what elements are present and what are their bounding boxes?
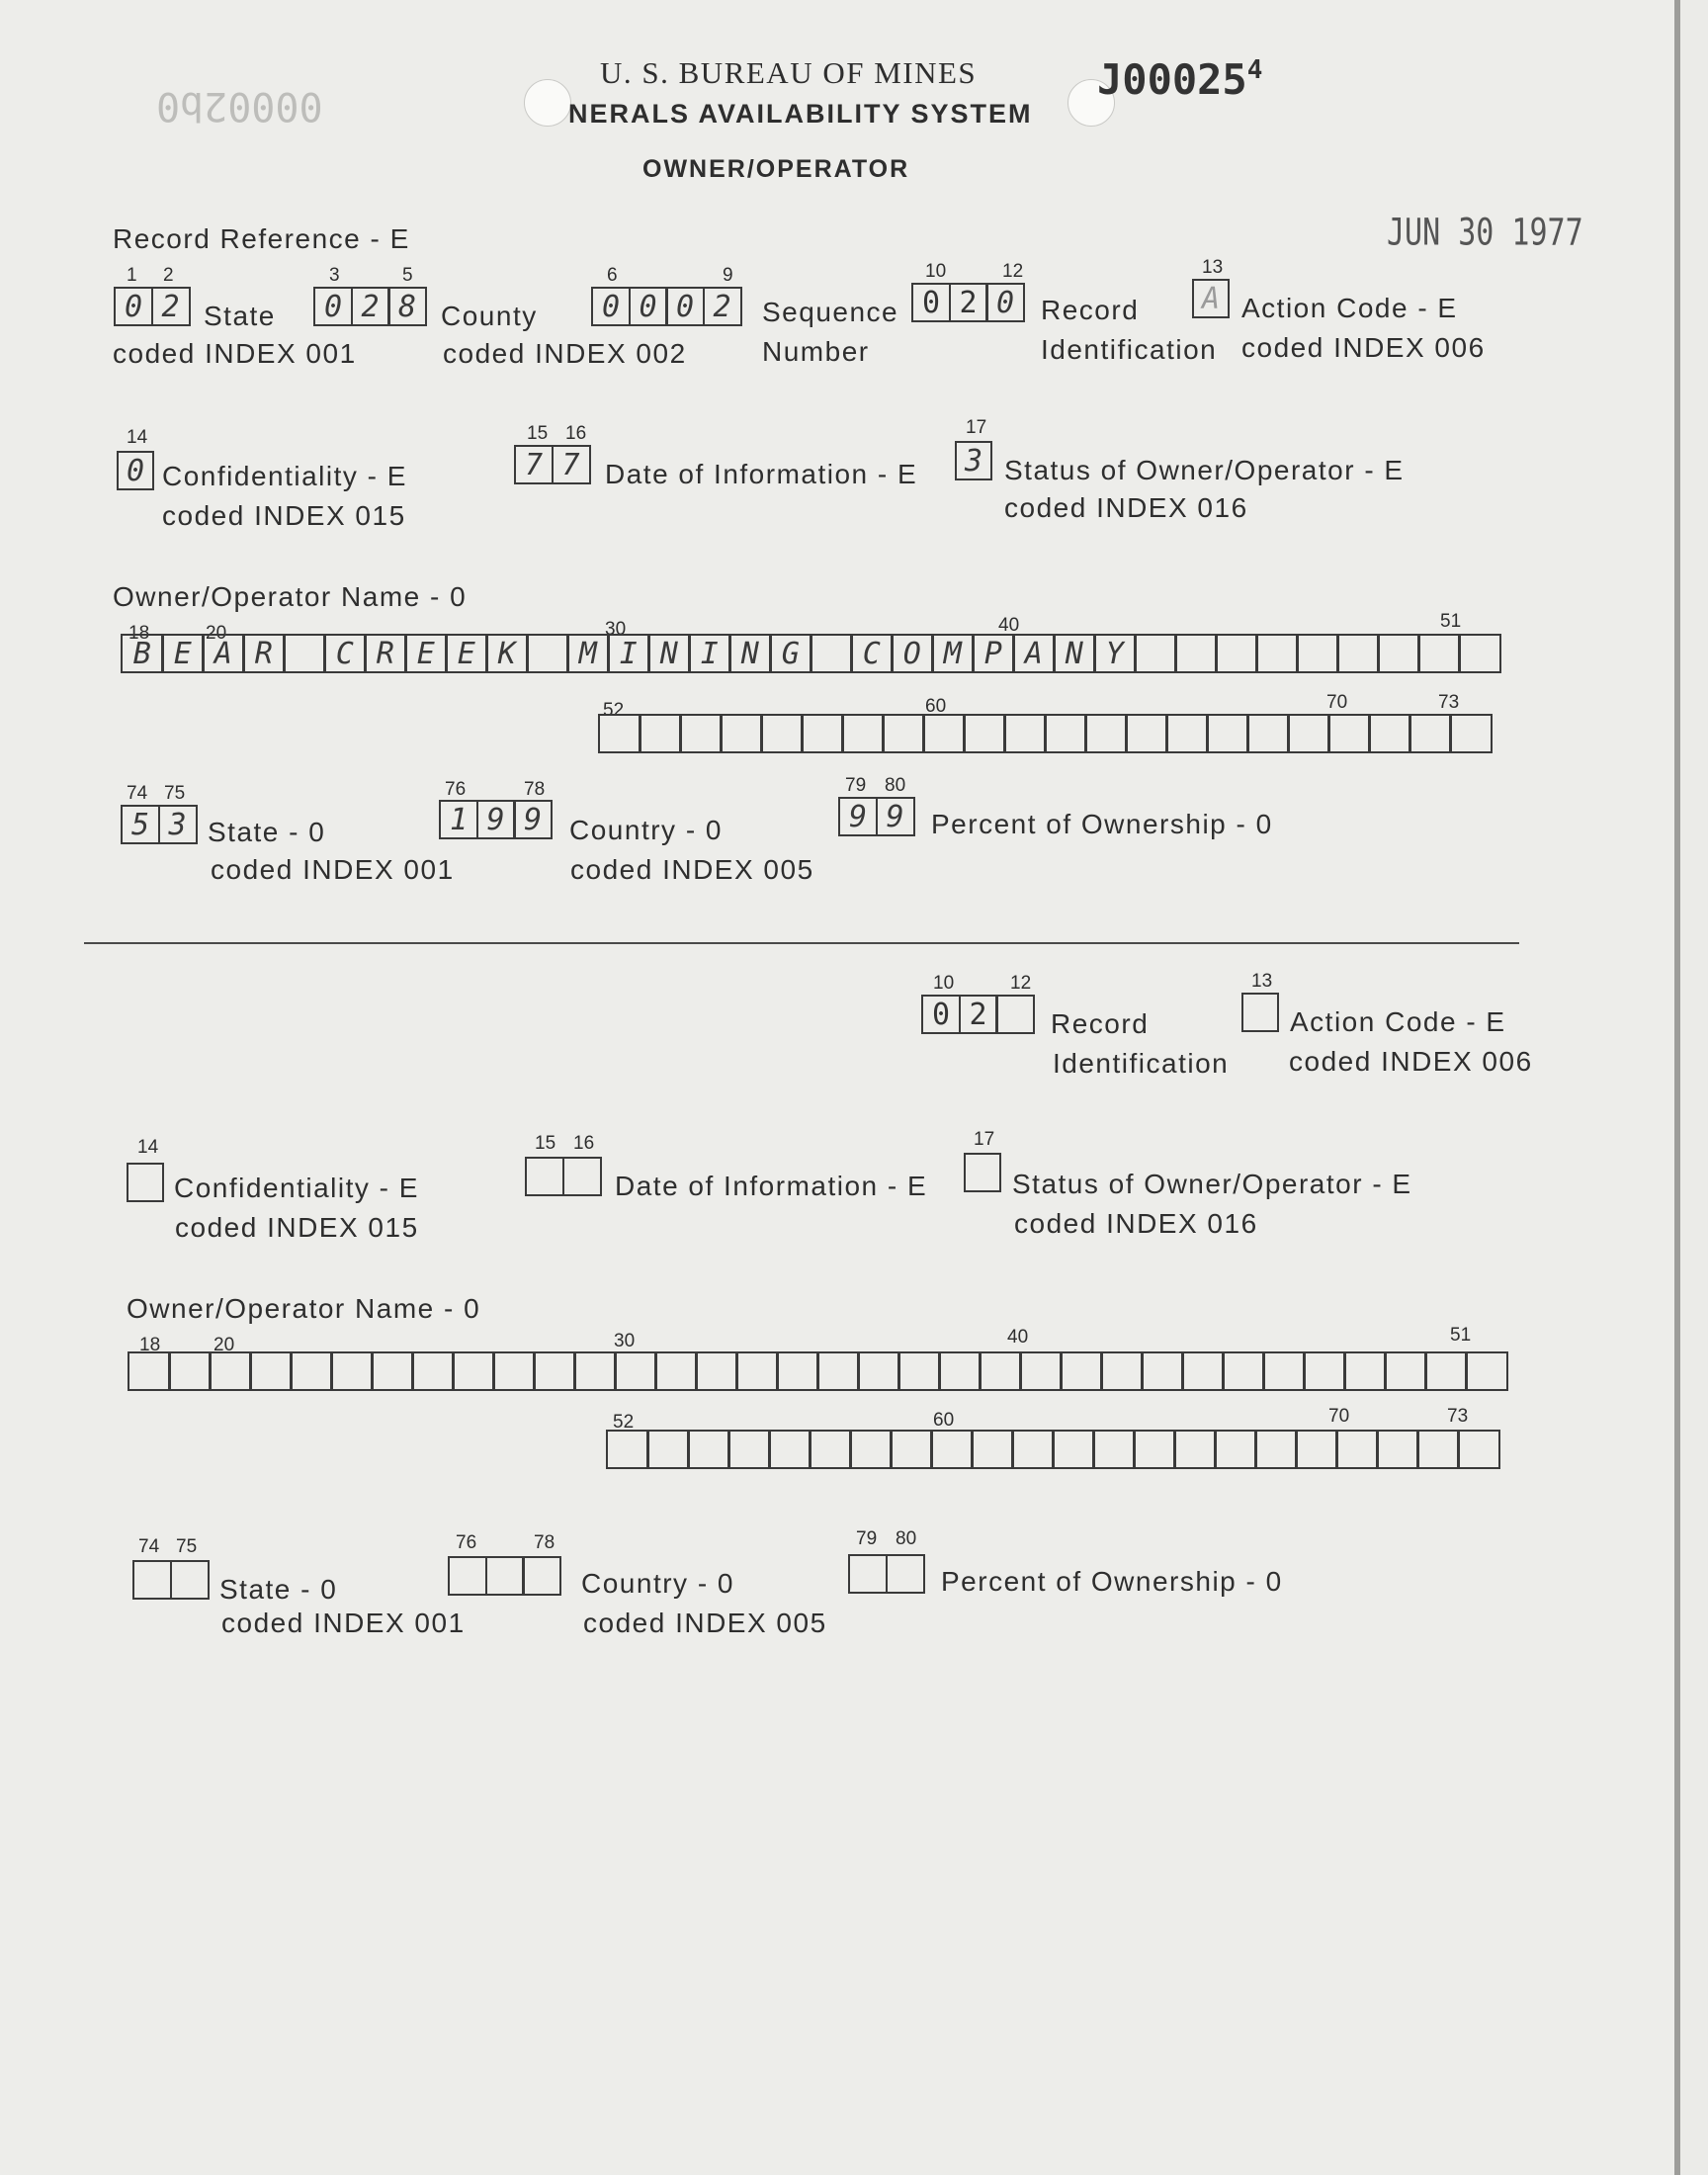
code-cell[interactable] — [562, 1157, 602, 1196]
name-char-cell[interactable] — [938, 1351, 982, 1391]
col-number: 60 — [933, 1410, 955, 1431]
name-char-cell[interactable] — [776, 1351, 819, 1391]
name-char-cell[interactable] — [841, 714, 885, 753]
name-char-cell[interactable] — [290, 1351, 333, 1391]
record-reference-label: Record Reference - E — [113, 223, 410, 254]
name-char-cell[interactable] — [922, 714, 966, 753]
col-number: 20 — [214, 1335, 235, 1355]
col-number: 20 — [206, 623, 227, 644]
code-cell[interactable] — [525, 1157, 564, 1196]
col-number: 73 — [1447, 1406, 1469, 1427]
status-box-2[interactable] — [964, 1153, 1001, 1192]
name-char-cell[interactable] — [598, 714, 641, 753]
code-cell[interactable]: 0 — [313, 287, 353, 326]
name-char-cell[interactable]: M — [566, 634, 610, 673]
name-char-cell[interactable] — [1295, 1430, 1338, 1469]
percent-ownership-label: Percent of Ownership - 0 — [931, 809, 1273, 839]
col-number: 40 — [998, 615, 1020, 636]
code-cell[interactable]: 0 — [114, 287, 153, 326]
col-number: 18 — [139, 1335, 161, 1355]
col-number: 12 — [1002, 261, 1024, 282]
name-char-cell[interactable]: N — [647, 634, 691, 673]
name-char-cell[interactable] — [1262, 1351, 1306, 1391]
name-char-cell[interactable] — [533, 1351, 576, 1391]
col-number: 10 — [933, 973, 955, 994]
record-id-label: Record — [1041, 295, 1140, 325]
name-char-cell[interactable] — [1174, 634, 1218, 673]
name-char-cell[interactable]: B — [121, 634, 164, 673]
owner-name-line1-boxes-2[interactable] — [128, 1351, 1508, 1391]
name-char-cell[interactable] — [1100, 1351, 1144, 1391]
code-cell[interactable]: 2 — [151, 287, 191, 326]
name-char-cell[interactable] — [1084, 714, 1128, 753]
owner-name-line1-boxes[interactable] — [121, 634, 1501, 673]
name-char-cell[interactable] — [1296, 634, 1339, 673]
code-cell[interactable] — [170, 1560, 210, 1600]
code-cell[interactable]: 2 — [959, 995, 998, 1034]
state-label: State — [204, 301, 276, 331]
faint-stamp-number: 00002b0 — [156, 83, 323, 129]
name-char-cell[interactable] — [1424, 1351, 1468, 1391]
col-number: 60 — [925, 696, 947, 717]
name-char-cell[interactable] — [679, 714, 723, 753]
name-char-cell[interactable] — [1465, 1351, 1508, 1391]
col-number: 75 — [176, 1536, 198, 1557]
name-char-cell[interactable] — [1376, 1430, 1419, 1469]
confidentiality-index-label: coded INDEX 015 — [162, 500, 406, 531]
col-number: 30 — [614, 1331, 636, 1351]
name-char-cell[interactable] — [687, 1430, 730, 1469]
col-number: 12 — [1010, 973, 1032, 994]
name-char-cell[interactable]: E — [445, 634, 488, 673]
name-char-cell[interactable] — [816, 1351, 860, 1391]
name-char-cell[interactable] — [1384, 1351, 1427, 1391]
name-char-cell[interactable] — [1125, 714, 1168, 753]
code-cell[interactable] — [886, 1554, 925, 1594]
name-char-cell[interactable] — [1417, 634, 1461, 673]
percent-ownership-boxes-2[interactable] — [848, 1554, 925, 1594]
sequence-label: Sequence — [762, 297, 899, 327]
action-code-box-2[interactable] — [1241, 993, 1279, 1032]
col-number: 13 — [1251, 971, 1273, 992]
name-char-cell[interactable]: C — [323, 634, 367, 673]
code-cell[interactable] — [1241, 993, 1279, 1032]
col-number: 18 — [128, 623, 150, 644]
status-label: Status of Owner/Operator - E — [1004, 455, 1405, 485]
code-cell[interactable]: 2 — [949, 283, 988, 322]
name-char-cell[interactable]: A — [202, 634, 245, 673]
owner-name-label: Owner/Operator Name - 0 — [113, 581, 468, 612]
date-of-information-boxes[interactable] — [514, 445, 591, 484]
name-char-cell[interactable] — [1060, 1351, 1103, 1391]
name-char-cell[interactable] — [720, 714, 763, 753]
code-cell[interactable]: 0 — [665, 287, 705, 326]
owner-name-line2-boxes-2[interactable] — [606, 1430, 1500, 1469]
code-cell[interactable]: 3 — [955, 441, 992, 480]
name-char-cell[interactable] — [573, 1351, 617, 1391]
code-cell[interactable]: 5 — [121, 805, 160, 844]
name-char-cell[interactable] — [1336, 634, 1380, 673]
name-char-cell[interactable] — [1214, 1430, 1257, 1469]
owner-country-index-label: coded INDEX 005 — [570, 854, 814, 885]
col-number: 15 — [535, 1133, 556, 1154]
name-char-cell[interactable]: R — [364, 634, 407, 673]
code-cell[interactable]: 0 — [629, 287, 668, 326]
code-cell[interactable]: 9 — [838, 797, 878, 836]
owner-state-index-label-2: coded INDEX 001 — [221, 1608, 466, 1638]
owner-state-boxes-2[interactable] — [132, 1560, 210, 1600]
name-char-cell[interactable] — [1141, 1351, 1184, 1391]
name-char-cell[interactable] — [1134, 634, 1177, 673]
name-char-cell[interactable] — [810, 634, 853, 673]
owner-state-label-2: State - 0 — [219, 1574, 338, 1605]
name-char-cell[interactable]: M — [931, 634, 975, 673]
name-char-cell[interactable]: Y — [1093, 634, 1137, 673]
name-char-cell[interactable] — [1003, 714, 1047, 753]
record-id-label-2: Record — [1051, 1008, 1150, 1039]
code-cell[interactable] — [127, 1163, 164, 1202]
action-code-label: Action Code - E — [1241, 293, 1458, 323]
sequence-sub-label: Number — [762, 336, 870, 367]
code-cell[interactable]: 1 — [439, 800, 478, 839]
col-number: 80 — [885, 775, 906, 796]
col-number: 30 — [605, 619, 627, 640]
col-number: 10 — [925, 261, 947, 282]
name-char-cell[interactable] — [654, 1351, 698, 1391]
owner-country-boxes[interactable] — [439, 800, 553, 839]
code-cell[interactable]: 0 — [911, 283, 951, 322]
col-number: 76 — [445, 779, 467, 800]
name-char-cell[interactable] — [890, 1430, 933, 1469]
code-cell[interactable] — [964, 1153, 1001, 1192]
percent-ownership-boxes[interactable] — [838, 797, 915, 836]
name-char-cell[interactable] — [1327, 714, 1371, 753]
code-cell[interactable]: A — [1192, 279, 1230, 318]
name-char-cell[interactable] — [1092, 1430, 1136, 1469]
name-char-cell[interactable] — [646, 1430, 690, 1469]
code-cell[interactable]: 0 — [117, 451, 154, 490]
col-number: 51 — [1450, 1325, 1472, 1346]
name-char-cell[interactable] — [1173, 1430, 1217, 1469]
status-index-label-2: coded INDEX 016 — [1014, 1208, 1258, 1239]
col-number: 78 — [524, 779, 546, 800]
name-char-cell[interactable] — [727, 1430, 771, 1469]
code-cell[interactable] — [485, 1556, 525, 1596]
agency-title: U. S. BUREAU OF MINES — [600, 55, 978, 90]
code-cell[interactable] — [995, 995, 1035, 1034]
col-number: 5 — [402, 265, 413, 286]
name-char-cell[interactable]: G — [769, 634, 812, 673]
system-title: NERALS AVAILABILITY SYSTEM — [568, 99, 1033, 129]
state-code-boxes[interactable] — [114, 287, 191, 326]
col-number: 73 — [1438, 692, 1460, 713]
col-number: 6 — [607, 265, 618, 286]
sequence-number-boxes[interactable] — [591, 287, 742, 326]
code-cell[interactable]: 9 — [476, 800, 516, 839]
code-cell[interactable] — [522, 1556, 561, 1596]
record-id-sub-label: Identification — [1041, 334, 1218, 365]
confidentiality-box-2[interactable] — [127, 1163, 164, 1202]
name-char-cell[interactable] — [1368, 714, 1411, 753]
name-char-cell[interactable] — [1011, 1430, 1055, 1469]
name-char-cell[interactable] — [452, 1351, 495, 1391]
name-char-cell[interactable] — [1377, 634, 1420, 673]
action-code-box[interactable] — [1192, 279, 1230, 318]
status-index-label: coded INDEX 016 — [1004, 492, 1248, 523]
name-char-cell[interactable] — [695, 1351, 738, 1391]
col-number: 15 — [527, 423, 549, 444]
name-char-cell[interactable] — [1165, 714, 1209, 753]
col-number: 76 — [456, 1532, 477, 1553]
date-of-information-boxes-2[interactable] — [525, 1157, 602, 1196]
name-char-cell[interactable] — [930, 1430, 974, 1469]
name-char-cell[interactable]: I — [607, 634, 650, 673]
owner-state-boxes[interactable] — [121, 805, 198, 844]
col-number: 9 — [723, 265, 733, 286]
name-char-cell[interactable]: R — [242, 634, 286, 673]
owner-name-line2-boxes[interactable] — [598, 714, 1493, 753]
name-char-cell[interactable] — [330, 1351, 374, 1391]
name-char-cell[interactable] — [492, 1351, 536, 1391]
code-cell[interactable]: 8 — [387, 287, 427, 326]
name-char-cell[interactable] — [1215, 634, 1258, 673]
name-char-cell[interactable] — [128, 1351, 171, 1391]
owner-state-index-label: coded INDEX 001 — [211, 854, 455, 885]
name-char-cell[interactable]: K — [485, 634, 529, 673]
code-cell[interactable]: 2 — [351, 287, 390, 326]
confidentiality-label: Confidentiality - E — [162, 461, 407, 491]
code-cell[interactable]: 3 — [158, 805, 198, 844]
action-code-index-label-2: coded INDEX 006 — [1289, 1046, 1533, 1077]
col-number: 14 — [137, 1137, 159, 1158]
punch-hole — [524, 79, 571, 127]
col-number: 3 — [329, 265, 340, 286]
name-char-cell[interactable] — [1458, 634, 1501, 673]
date-of-information-label-2: Date of Information - E — [615, 1171, 928, 1201]
name-char-cell[interactable] — [1409, 714, 1452, 753]
name-char-cell[interactable]: O — [891, 634, 934, 673]
name-char-cell[interactable] — [963, 714, 1006, 753]
name-char-cell[interactable] — [1255, 634, 1299, 673]
code-cell[interactable]: 9 — [513, 800, 553, 839]
name-char-cell[interactable] — [897, 1351, 941, 1391]
name-char-cell[interactable] — [1254, 1430, 1298, 1469]
col-number: 70 — [1328, 1406, 1350, 1427]
code-cell[interactable]: 9 — [876, 797, 915, 836]
name-char-cell[interactable] — [1206, 714, 1249, 753]
col-number: 74 — [127, 783, 148, 804]
name-char-cell[interactable] — [411, 1351, 455, 1391]
owner-name-label-2: Owner/Operator Name - 0 — [127, 1293, 481, 1324]
name-char-cell[interactable] — [809, 1430, 852, 1469]
name-char-cell[interactable] — [971, 1430, 1014, 1469]
col-number: 16 — [565, 423, 587, 444]
name-char-cell[interactable] — [1457, 1430, 1500, 1469]
col-number: 80 — [896, 1528, 917, 1549]
name-char-cell[interactable] — [857, 1351, 900, 1391]
action-code-index-label: coded INDEX 006 — [1241, 332, 1486, 363]
owner-state-label: State - 0 — [208, 817, 326, 847]
confidentiality-label-2: Confidentiality - E — [174, 1173, 419, 1203]
status-box[interactable] — [955, 441, 992, 480]
name-char-cell[interactable] — [1303, 1351, 1346, 1391]
code-cell[interactable] — [132, 1560, 172, 1600]
document-number: J00025$^4$ — [1097, 55, 1263, 104]
name-char-cell[interactable] — [1019, 1351, 1063, 1391]
owner-country-index-label-2: coded INDEX 005 — [583, 1608, 827, 1638]
code-cell[interactable]: 2 — [703, 287, 742, 326]
name-char-cell[interactable] — [768, 1430, 811, 1469]
status-label-2: Status of Owner/Operator - E — [1012, 1169, 1412, 1199]
owner-country-boxes-2[interactable] — [448, 1556, 561, 1596]
name-char-cell[interactable]: N — [1053, 634, 1096, 673]
col-number: 52 — [613, 1412, 635, 1433]
code-cell[interactable] — [448, 1556, 487, 1596]
name-char-cell[interactable] — [1181, 1351, 1225, 1391]
name-char-cell[interactable] — [1133, 1430, 1176, 1469]
name-char-cell[interactable] — [735, 1351, 779, 1391]
record-id-boxes[interactable] — [911, 283, 1025, 322]
state-index-label: coded INDEX 001 — [113, 338, 357, 369]
name-char-cell[interactable] — [606, 1430, 649, 1469]
date-of-information-label: Date of Information - E — [605, 459, 918, 489]
name-char-cell[interactable] — [1287, 714, 1330, 753]
name-char-cell[interactable] — [283, 634, 326, 673]
col-number: 78 — [534, 1532, 555, 1553]
col-number: 13 — [1202, 257, 1224, 278]
col-number: 2 — [163, 265, 174, 286]
col-number: 14 — [127, 427, 148, 448]
code-cell[interactable]: 0 — [921, 995, 961, 1034]
record-id-boxes-2[interactable] — [921, 995, 1035, 1034]
col-number: 17 — [974, 1129, 995, 1150]
col-number: 79 — [845, 775, 867, 796]
name-char-cell[interactable] — [168, 1351, 212, 1391]
name-char-cell[interactable] — [849, 1430, 893, 1469]
name-char-cell[interactable] — [639, 714, 682, 753]
col-number: 75 — [164, 783, 186, 804]
name-char-cell[interactable] — [801, 714, 844, 753]
county-label: County — [441, 301, 538, 331]
form-title: OWNER/OPERATOR — [642, 155, 910, 183]
action-code-label-2: Action Code - E — [1290, 1006, 1506, 1037]
col-number: 79 — [856, 1528, 878, 1549]
col-number: 16 — [573, 1133, 595, 1154]
percent-ownership-label-2: Percent of Ownership - 0 — [941, 1566, 1283, 1597]
owner-country-label: Country - 0 — [569, 815, 723, 845]
name-char-cell[interactable]: C — [850, 634, 894, 673]
section-divider — [84, 942, 1519, 944]
code-cell[interactable]: 7 — [514, 445, 554, 484]
name-char-cell[interactable]: E — [161, 634, 205, 673]
name-char-cell[interactable] — [882, 714, 925, 753]
confidentiality-box[interactable] — [117, 451, 154, 490]
code-cell[interactable] — [848, 1554, 888, 1594]
name-char-cell[interactable]: I — [688, 634, 731, 673]
name-char-cell[interactable] — [209, 1351, 252, 1391]
code-cell[interactable]: 0 — [591, 287, 631, 326]
col-number: 74 — [138, 1536, 160, 1557]
name-char-cell[interactable] — [1246, 714, 1290, 753]
county-code-boxes[interactable] — [313, 287, 427, 326]
name-char-cell[interactable] — [371, 1351, 414, 1391]
name-char-cell[interactable]: P — [972, 634, 1015, 673]
name-char-cell[interactable] — [1222, 1351, 1265, 1391]
col-number: 40 — [1007, 1327, 1029, 1348]
name-char-cell[interactable] — [1416, 1430, 1460, 1469]
record-id-sub-label-2: Identification — [1053, 1048, 1230, 1079]
name-char-cell[interactable] — [1044, 714, 1087, 753]
confidentiality-index-label-2: coded INDEX 015 — [175, 1212, 419, 1243]
code-cell[interactable]: 7 — [552, 445, 591, 484]
name-char-cell[interactable] — [614, 1351, 657, 1391]
name-char-cell[interactable]: A — [1012, 634, 1056, 673]
county-index-label: coded INDEX 002 — [443, 338, 687, 369]
received-date-stamp: JUN 30 1977 — [1387, 211, 1583, 255]
name-char-cell[interactable] — [760, 714, 804, 753]
name-char-cell[interactable] — [979, 1351, 1022, 1391]
name-char-cell[interactable] — [526, 634, 569, 673]
name-char-cell[interactable]: N — [728, 634, 772, 673]
col-number: 52 — [603, 700, 625, 721]
name-char-cell[interactable]: E — [404, 634, 448, 673]
col-number: 1 — [127, 265, 137, 286]
name-char-cell[interactable] — [1335, 1430, 1379, 1469]
owner-country-label-2: Country - 0 — [581, 1568, 734, 1599]
name-char-cell[interactable] — [1052, 1430, 1095, 1469]
col-number: 51 — [1440, 611, 1462, 632]
name-char-cell[interactable] — [249, 1351, 293, 1391]
code-cell[interactable]: 0 — [985, 283, 1025, 322]
name-char-cell[interactable] — [1343, 1351, 1387, 1391]
col-number: 17 — [966, 417, 987, 438]
name-char-cell[interactable] — [1449, 714, 1493, 753]
col-number: 70 — [1326, 692, 1348, 713]
